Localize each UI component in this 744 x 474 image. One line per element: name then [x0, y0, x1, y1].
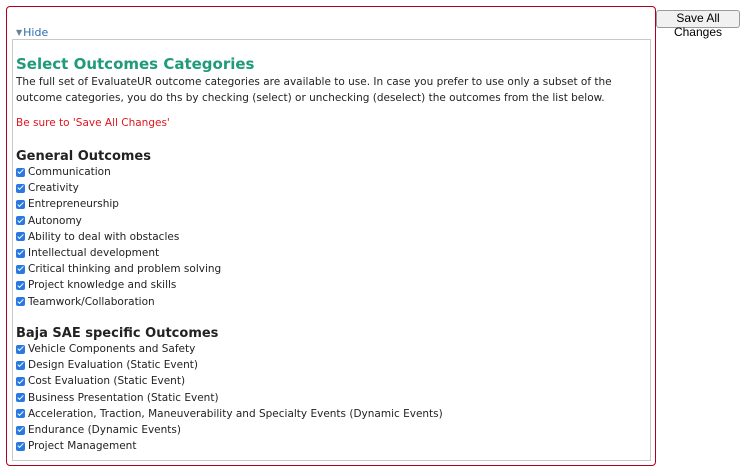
outcome-checkbox[interactable] [16, 281, 25, 290]
outcome-checkbox[interactable] [16, 216, 25, 225]
outcome-label: Entrepreneurship [28, 198, 119, 211]
outcome-checkbox[interactable] [16, 377, 25, 386]
outcome-checkbox[interactable] [16, 409, 25, 418]
specific-outcomes-title: Baja SAE specific Outcomes [16, 326, 219, 341]
outcome-checkbox[interactable] [16, 361, 25, 370]
outcome-checkbox[interactable] [16, 232, 25, 241]
outcome-label: Intellectual development [28, 247, 160, 260]
hide-toggle-label: Hide [23, 26, 49, 39]
description-text: The full set of EvaluateUR outcome categories are available to use. In case you prefer to use only a subset of the outcome categories, you do ths by checking (select) or unchecking (deselect) the outcomes from the list below. [16, 76, 612, 104]
outcome-label: Project knowledge and skills [28, 279, 177, 292]
general-outcomes-list [16, 164, 221, 310]
outcome-checkbox[interactable] [16, 426, 25, 435]
save-all-changes-button[interactable]: Save All Changes [656, 10, 740, 28]
outcome-item[interactable] [16, 277, 221, 293]
page-title: Select Outcomes Categories [16, 55, 255, 73]
outcome-label: Communication [28, 166, 111, 179]
outcome-item[interactable] [16, 164, 221, 180]
outcome-item[interactable] [16, 294, 221, 310]
outcome-item[interactable] [16, 357, 443, 373]
triangle-down-icon: ▼ [16, 28, 23, 37]
outcome-label: Cost Evaluation (Static Event) [28, 375, 186, 388]
specific-outcomes-list [16, 341, 443, 454]
outcome-label: Business Presentation (Static Event) [28, 391, 219, 404]
outcome-label: Project Management [28, 440, 137, 453]
outcome-checkbox[interactable] [16, 184, 25, 193]
outcome-label: Vehicle Components and Safety [28, 343, 196, 356]
outcome-item[interactable] [16, 196, 221, 212]
outcome-label: Acceleration, Traction, Maneuverability and Specialty Events (Dynamic Events) [28, 407, 443, 420]
outcome-item[interactable] [16, 422, 443, 438]
outcome-checkbox[interactable] [16, 265, 25, 274]
hide-toggle[interactable] [16, 26, 48, 39]
outcome-label: Ability to deal with obstacles [28, 230, 180, 243]
outcome-label: Design Evaluation (Static Event) [28, 359, 198, 372]
outcome-item[interactable] [16, 341, 443, 357]
outcome-item[interactable] [16, 213, 221, 229]
save-warning: Be sure to 'Save All Changes' [16, 117, 170, 129]
outcome-checkbox[interactable] [16, 393, 25, 402]
outcome-item[interactable] [16, 373, 443, 389]
outcome-item[interactable] [16, 229, 221, 245]
outcome-label: Creativity [28, 182, 79, 195]
outcome-item[interactable] [16, 390, 443, 406]
outcome-checkbox[interactable] [16, 200, 25, 209]
outcome-item[interactable] [16, 245, 221, 261]
outcome-checkbox[interactable] [16, 297, 25, 306]
outcome-checkbox[interactable] [16, 168, 25, 177]
outcome-item[interactable] [16, 261, 221, 277]
outcome-label: Teamwork/Collaboration [28, 295, 155, 308]
outcome-item[interactable] [16, 438, 443, 454]
outcome-item[interactable] [16, 180, 221, 196]
outcome-checkbox[interactable] [16, 249, 25, 258]
outcome-label: Autonomy [28, 214, 82, 227]
outcome-checkbox[interactable] [16, 345, 25, 354]
outcome-item[interactable] [16, 406, 443, 422]
outcome-checkbox[interactable] [16, 442, 25, 451]
outcome-label: Critical thinking and problem solving [28, 263, 222, 276]
outcome-label: Endurance (Dynamic Events) [28, 424, 181, 437]
general-outcomes-title: General Outcomes [16, 149, 151, 164]
